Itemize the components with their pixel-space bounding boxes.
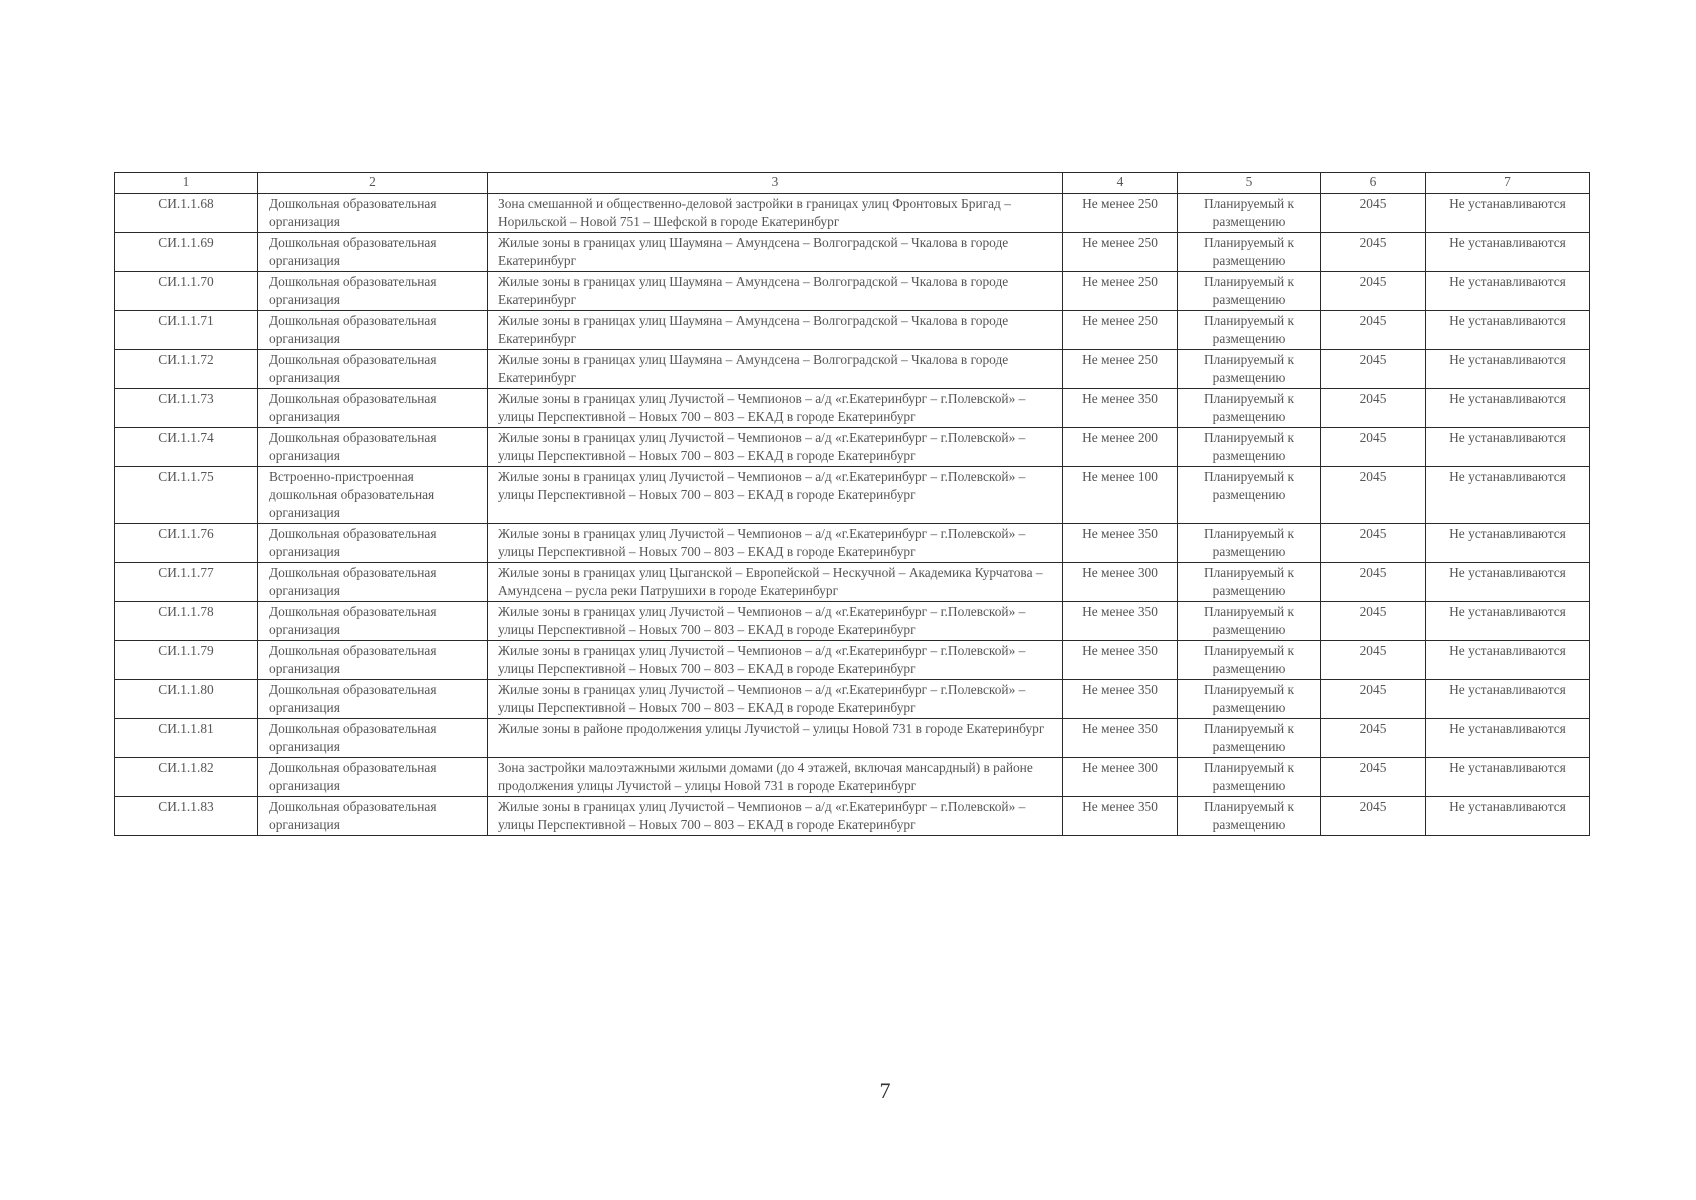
object-name-cell: Дошкольная образовательная организация: [258, 563, 488, 602]
table-row: [115, 797, 1590, 836]
object-name-cell: Дошкольная образовательная организация: [258, 194, 488, 233]
status-cell: Планируемый к размещению: [1178, 467, 1321, 524]
zones-cell: Не устанавливаются: [1426, 272, 1590, 311]
status-cell: Планируемый к размещению: [1178, 272, 1321, 311]
object-name-cell: Дошкольная образовательная организация: [258, 524, 488, 563]
object-id-cell: СИ.1.1.75: [115, 467, 258, 524]
object-id-cell: СИ.1.1.79: [115, 641, 258, 680]
zones-cell: Не устанавливаются: [1426, 602, 1590, 641]
table-row: [115, 467, 1590, 524]
year-cell: 2045: [1321, 602, 1426, 641]
object-name-cell: Дошкольная образовательная организация: [258, 602, 488, 641]
year-cell: 2045: [1321, 233, 1426, 272]
objects-table: [114, 172, 1590, 836]
year-cell: 2045: [1321, 719, 1426, 758]
location-cell: Жилые зоны в границах улиц Лучистой – Чемпионов – а/д «г.Екатеринбург – г.Полевской» – улицы Перспективной – Новых 700 – 803 – ЕКАД в городе Екатеринбург: [488, 641, 1063, 680]
object-name-cell: Дошкольная образовательная организация: [258, 428, 488, 467]
capacity-cell: Не менее 350: [1063, 389, 1178, 428]
object-id-cell: СИ.1.1.71: [115, 311, 258, 350]
status-cell: Планируемый к размещению: [1178, 524, 1321, 563]
year-cell: 2045: [1321, 758, 1426, 797]
zones-cell: Не устанавливаются: [1426, 758, 1590, 797]
zones-cell: Не устанавливаются: [1426, 467, 1590, 524]
table-body: [115, 194, 1590, 836]
object-id-cell: СИ.1.1.68: [115, 194, 258, 233]
location-cell: Зона смешанной и общественно-деловой застройки в границах улиц Фронтовых Бригад – Норильской – Новой 751 – Шефской в городе Екатеринбург: [488, 194, 1063, 233]
status-cell: Планируемый к размещению: [1178, 602, 1321, 641]
column-header: 3: [488, 173, 1063, 194]
object-name-cell: Дошкольная образовательная организация: [258, 641, 488, 680]
object-id-cell: СИ.1.1.73: [115, 389, 258, 428]
object-name-cell: Дошкольная образовательная организация: [258, 680, 488, 719]
object-id-cell: СИ.1.1.76: [115, 524, 258, 563]
object-name-cell: Дошкольная образовательная организация: [258, 389, 488, 428]
zones-cell: Не устанавливаются: [1426, 563, 1590, 602]
location-cell: Жилые зоны в границах улиц Шаумяна – Амундсена – Волгоградской – Чкалова в городе Екатеринбург: [488, 272, 1063, 311]
object-name-cell: Дошкольная образовательная организация: [258, 311, 488, 350]
object-id-cell: СИ.1.1.82: [115, 758, 258, 797]
zones-cell: Не устанавливаются: [1426, 311, 1590, 350]
status-cell: Планируемый к размещению: [1178, 680, 1321, 719]
year-cell: 2045: [1321, 428, 1426, 467]
table-row: [115, 719, 1590, 758]
year-cell: 2045: [1321, 311, 1426, 350]
year-cell: 2045: [1321, 680, 1426, 719]
status-cell: Планируемый к размещению: [1178, 350, 1321, 389]
object-id-cell: СИ.1.1.80: [115, 680, 258, 719]
capacity-cell: Не менее 350: [1063, 797, 1178, 836]
year-cell: 2045: [1321, 389, 1426, 428]
table-row: [115, 641, 1590, 680]
location-cell: Жилые зоны в границах улиц Шаумяна – Амундсена – Волгоградской – Чкалова в городе Екатеринбург: [488, 311, 1063, 350]
capacity-cell: Не менее 350: [1063, 719, 1178, 758]
table-row: [115, 428, 1590, 467]
object-name-cell: Дошкольная образовательная организация: [258, 797, 488, 836]
table-row: [115, 272, 1590, 311]
object-id-cell: СИ.1.1.81: [115, 719, 258, 758]
object-name-cell: Встроенно-пристроенная дошкольная образовательная организация: [258, 467, 488, 524]
status-cell: Планируемый к размещению: [1178, 389, 1321, 428]
capacity-cell: Не менее 350: [1063, 602, 1178, 641]
column-header: 4: [1063, 173, 1178, 194]
object-name-cell: Дошкольная образовательная организация: [258, 272, 488, 311]
zones-cell: Не устанавливаются: [1426, 797, 1590, 836]
table-row: [115, 389, 1590, 428]
capacity-cell: Не менее 250: [1063, 272, 1178, 311]
location-cell: Жилые зоны в границах улиц Лучистой – Чемпионов – а/д «г.Екатеринбург – г.Полевской» – улицы Перспективной – Новых 700 – 803 – ЕКАД в городе Екатеринбург: [488, 467, 1063, 524]
column-header: 7: [1426, 173, 1590, 194]
location-cell: Жилые зоны в границах улиц Лучистой – Чемпионов – а/д «г.Екатеринбург – г.Полевской» – улицы Перспективной – Новых 700 – 803 – ЕКАД в городе Екатеринбург: [488, 389, 1063, 428]
year-cell: 2045: [1321, 467, 1426, 524]
table-row: [115, 350, 1590, 389]
status-cell: Планируемый к размещению: [1178, 719, 1321, 758]
page-number: 7: [879, 1078, 891, 1103]
location-cell: Жилые зоны в границах улиц Лучистой – Чемпионов – а/д «г.Екатеринбург – г.Полевской» – улицы Перспективной – Новых 700 – 803 – ЕКАД в городе Екатеринбург: [488, 602, 1063, 641]
status-cell: Планируемый к размещению: [1178, 641, 1321, 680]
status-cell: Планируемый к размещению: [1178, 563, 1321, 602]
object-name-cell: Дошкольная образовательная организация: [258, 233, 488, 272]
location-cell: Жилые зоны в границах улиц Лучистой – Чемпионов – а/д «г.Екатеринбург – г.Полевской» – улицы Перспективной – Новых 700 – 803 – ЕКАД в городе Екатеринбург: [488, 524, 1063, 563]
status-cell: Планируемый к размещению: [1178, 758, 1321, 797]
object-id-cell: СИ.1.1.72: [115, 350, 258, 389]
capacity-cell: Не менее 200: [1063, 428, 1178, 467]
object-name-cell: Дошкольная образовательная организация: [258, 758, 488, 797]
column-header: 1: [115, 173, 258, 194]
table-row: [115, 602, 1590, 641]
status-cell: Планируемый к размещению: [1178, 311, 1321, 350]
capacity-cell: Не менее 250: [1063, 194, 1178, 233]
object-id-cell: СИ.1.1.83: [115, 797, 258, 836]
object-name-cell: Дошкольная образовательная организация: [258, 719, 488, 758]
table-row: [115, 233, 1590, 272]
year-cell: 2045: [1321, 194, 1426, 233]
table-row: [115, 680, 1590, 719]
capacity-cell: Не менее 350: [1063, 524, 1178, 563]
zones-cell: Не устанавливаются: [1426, 680, 1590, 719]
zones-cell: Не устанавливаются: [1426, 719, 1590, 758]
status-cell: Планируемый к размещению: [1178, 194, 1321, 233]
capacity-cell: Не менее 350: [1063, 641, 1178, 680]
table-row: [115, 563, 1590, 602]
column-header: 5: [1178, 173, 1321, 194]
status-cell: Планируемый к размещению: [1178, 233, 1321, 272]
location-cell: Зона застройки малоэтажными жилыми домами (до 4 этажей, включая мансардный) в районе продолжения улицы Лучистой – улицы Новой 731 в городе Екатеринбург: [488, 758, 1063, 797]
table-row: [115, 524, 1590, 563]
location-cell: Жилые зоны в районе продолжения улицы Лучистой – улицы Новой 731 в городе Екатеринбург: [488, 719, 1063, 758]
column-header: 2: [258, 173, 488, 194]
zones-cell: Не устанавливаются: [1426, 641, 1590, 680]
location-cell: Жилые зоны в границах улиц Лучистой – Чемпионов – а/д «г.Екатеринбург – г.Полевской» – улицы Перспективной – Новых 700 – 803 – ЕКАД в городе Екатеринбург: [488, 428, 1063, 467]
object-id-cell: СИ.1.1.78: [115, 602, 258, 641]
capacity-cell: Не менее 300: [1063, 563, 1178, 602]
location-cell: Жилые зоны в границах улиц Цыганской – Европейской – Нескучной – Академика Курчатова – Амундсена – русла реки Патрушихи в городе Екатеринбург: [488, 563, 1063, 602]
capacity-cell: Не менее 250: [1063, 350, 1178, 389]
year-cell: 2045: [1321, 797, 1426, 836]
year-cell: 2045: [1321, 272, 1426, 311]
table-row: [115, 311, 1590, 350]
zones-cell: Не устанавливаются: [1426, 194, 1590, 233]
location-cell: Жилые зоны в границах улиц Шаумяна – Амундсена – Волгоградской – Чкалова в городе Екатеринбург: [488, 233, 1063, 272]
zones-cell: Не устанавливаются: [1426, 350, 1590, 389]
year-cell: 2045: [1321, 524, 1426, 563]
column-header: 6: [1321, 173, 1426, 194]
object-id-cell: СИ.1.1.74: [115, 428, 258, 467]
capacity-cell: Не менее 100: [1063, 467, 1178, 524]
zones-cell: Не устанавливаются: [1426, 233, 1590, 272]
location-cell: Жилые зоны в границах улиц Шаумяна – Амундсена – Волгоградской – Чкалова в городе Екатеринбург: [488, 350, 1063, 389]
object-id-cell: СИ.1.1.70: [115, 272, 258, 311]
object-id-cell: СИ.1.1.77: [115, 563, 258, 602]
capacity-cell: Не менее 250: [1063, 233, 1178, 272]
zones-cell: Не устанавливаются: [1426, 389, 1590, 428]
zones-cell: Не устанавливаются: [1426, 428, 1590, 467]
table-row: [115, 194, 1590, 233]
header-row: [115, 173, 1590, 194]
location-cell: Жилые зоны в границах улиц Лучистой – Чемпионов – а/д «г.Екатеринбург – г.Полевской» – улицы Перспективной – Новых 700 – 803 – ЕКАД в городе Екатеринбург: [488, 680, 1063, 719]
year-cell: 2045: [1321, 641, 1426, 680]
zones-cell: Не устанавливаются: [1426, 524, 1590, 563]
capacity-cell: Не менее 350: [1063, 680, 1178, 719]
status-cell: Планируемый к размещению: [1178, 428, 1321, 467]
location-cell: Жилые зоны в границах улиц Лучистой – Чемпионов – а/д «г.Екатеринбург – г.Полевской» – улицы Перспективной – Новых 700 – 803 – ЕКАД в городе Екатеринбург: [488, 797, 1063, 836]
status-cell: Планируемый к размещению: [1178, 797, 1321, 836]
object-name-cell: Дошкольная образовательная организация: [258, 350, 488, 389]
table-row: [115, 758, 1590, 797]
object-id-cell: СИ.1.1.69: [115, 233, 258, 272]
year-cell: 2045: [1321, 350, 1426, 389]
capacity-cell: Не менее 300: [1063, 758, 1178, 797]
year-cell: 2045: [1321, 563, 1426, 602]
capacity-cell: Не менее 250: [1063, 311, 1178, 350]
